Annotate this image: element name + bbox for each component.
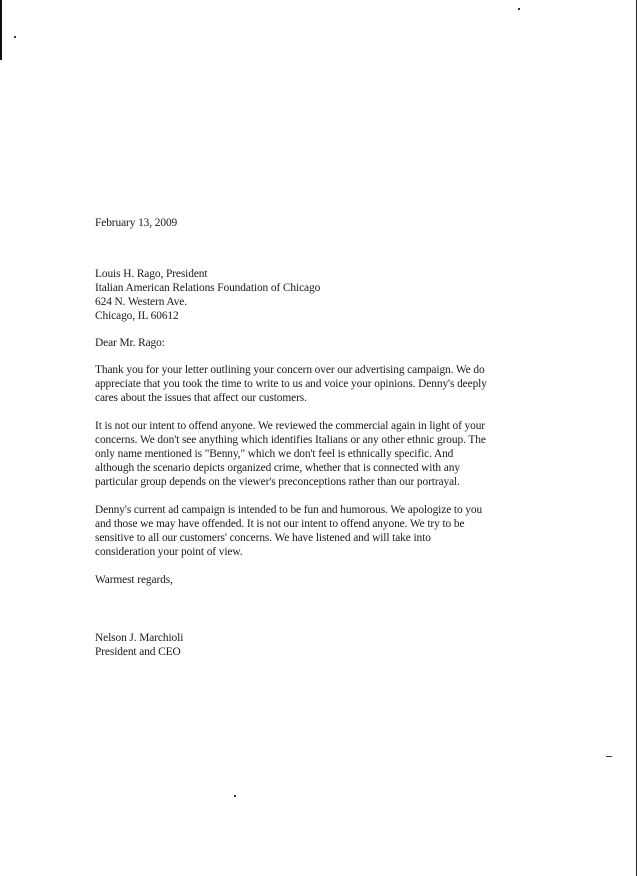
signer-name: Nelson J. Marchioli xyxy=(95,632,184,644)
scan-speck xyxy=(14,36,16,38)
signature-block xyxy=(95,631,550,659)
salutation: Dear Mr. Rago: xyxy=(95,337,165,349)
paragraph-line: consideration your point of view. xyxy=(95,546,243,558)
scan-speck xyxy=(518,8,520,10)
paragraph-line: appreciate that you took the time to write to us and voice your opinions. Denny's deeply xyxy=(95,378,487,390)
paragraph-line: cares about the issues that affect our customers. xyxy=(95,392,307,404)
scan-edge-left xyxy=(0,0,2,60)
paragraph-line: although the scenario depicts organized crime, whether that is connected with any xyxy=(95,462,460,474)
paragraph-line: only name mentioned is "Benny," which we don't feel is ethnically specific. And xyxy=(95,448,454,460)
paragraph-line: and those we may have offended. It is not our intent to offend anyone. We try to be xyxy=(95,518,465,530)
paragraph-line: Denny's current ad campaign is intended to be fun and humorous. We apologize to you xyxy=(95,504,483,516)
paragraph-2 xyxy=(95,419,550,489)
recipient-organization: Italian American Relations Foundation of Chicago xyxy=(95,282,321,294)
paragraph-1 xyxy=(95,363,550,405)
paragraph-3 xyxy=(95,503,550,559)
letter-date: February 13, 2009 xyxy=(95,217,178,229)
scan-speck xyxy=(234,795,236,797)
paragraph-line: Thank you for your letter outlining your concern over our advertising campaign. We do xyxy=(95,364,485,376)
paragraph-line: particular group depends on the viewer's preconceptions rather than our portrayal. xyxy=(95,476,460,488)
paragraph-line: It is not our intent to offend anyone. We reviewed the commercial again in light of your xyxy=(95,420,486,432)
paragraph-line: concerns. We don't see anything which identifies Italians or any other ethnic group. The xyxy=(95,434,486,446)
letter-body xyxy=(95,210,550,659)
recipient-street: 624 N. Western Ave. xyxy=(95,296,187,308)
scan-speck xyxy=(606,756,612,757)
closing: Warmest regards, xyxy=(95,574,173,586)
recipient-city: Chicago, IL 60612 xyxy=(95,310,179,322)
paragraph-line: sensitive to all our customers' concerns. We have listened and will take into xyxy=(95,532,431,544)
recipient-address xyxy=(95,267,550,323)
signer-title: President and CEO xyxy=(95,646,181,658)
recipient-name: Louis H. Rago, President xyxy=(95,268,208,280)
